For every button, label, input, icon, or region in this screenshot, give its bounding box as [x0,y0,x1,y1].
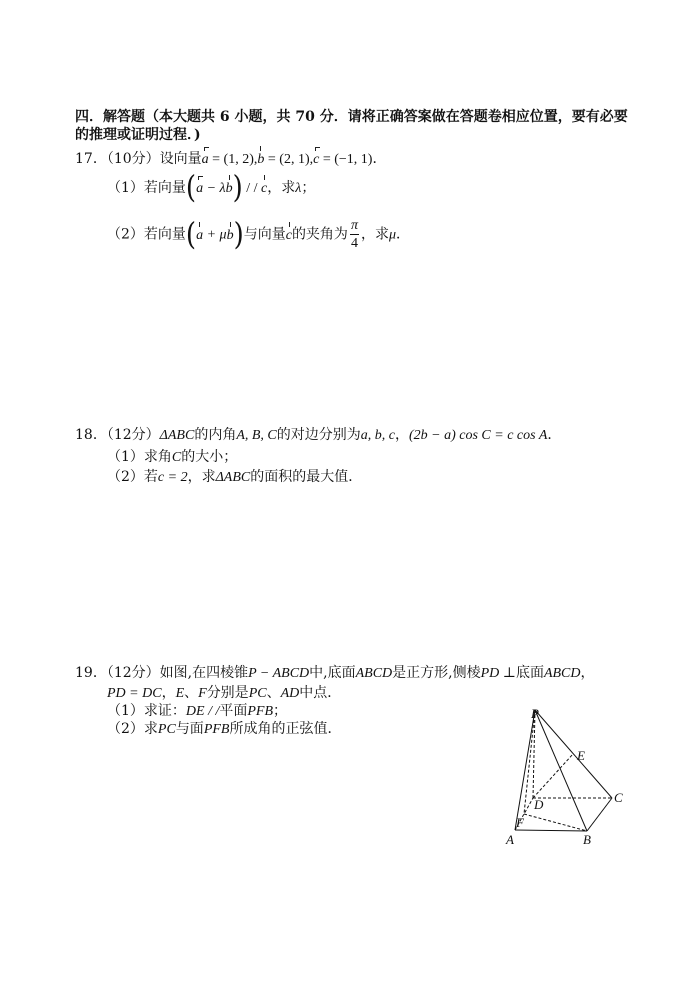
q19-stem [75,664,595,683]
q17-number: 17． [75,151,107,167]
q18-equation: (2b − a) cos C = c cos A [409,428,548,443]
q18-triangle: ΔABC [159,428,195,443]
q19-text-c: 是正方形,侧棱 [392,665,481,681]
vec-a: a [196,181,204,196]
q18-p2-text-b: ，求 [187,469,216,485]
q19-seg-ad: AD [280,686,300,701]
vec-c: c [313,152,320,167]
vec-c: c [261,181,268,196]
q19-part1 [107,702,287,721]
q17-sep-1: , [253,152,258,167]
q18-part1 [107,448,237,467]
q19-line2-eq: PD = DC [107,686,162,701]
edge-AB [515,830,587,831]
q17-end: ． [372,151,387,167]
q19-p2-plane: PFB [203,722,230,737]
q18-p2-label: （2） [107,469,144,485]
q19-p1-plane: PFB [247,704,274,719]
fraction-pi-over-4 [350,217,359,252]
paren-right: ) [233,216,244,253]
q17-p2-plus-mu: + μ [203,227,227,243]
edge-PB [535,710,587,831]
q17-intro: 设向量 [159,151,202,167]
q19-base: ABCD [355,666,393,681]
q17-a-def: = (1, 2) [208,152,254,167]
q17-part2 [107,217,410,252]
q18-number: 18． [75,427,107,443]
vec-c: c [285,227,292,243]
q19-p1-text: 求证： [143,703,186,719]
q18-p1-label: （1） [107,449,144,465]
segment-FB [524,814,587,831]
q18-stem [75,426,561,445]
section-heading-line1 [75,108,628,126]
label-A: A [506,832,514,847]
paren-left: ( [185,170,197,206]
q19-line2-text: 分别是 [206,685,249,701]
section-heading-text-1: 四．解答题（本大题共 6 小题，共 70 分．请将正确答案做在答题卷相应位置，要有必要 [75,109,628,125]
vec-b: b [225,181,233,196]
q17-p2-text-a: 若向量 [143,226,186,243]
section-heading-text-2: 的推理或证明过程．) [75,127,201,143]
q19-p2-text: 求 [143,721,158,737]
q17-p1-parallel: / / [242,181,262,196]
q19-p2-label: （2） [107,721,144,737]
q17-score: （10分） [106,151,160,167]
q19-condition [107,684,341,703]
q19-pt-f: F [198,686,207,701]
q19-score: （12分） [106,665,160,681]
q19-pyramid: P − ABCD [248,666,310,681]
q18-sides: a, b, c [360,428,395,443]
q17-c-def: = (−1, 1) [319,152,373,167]
q19-line2-sep3: 、 [266,685,281,701]
q17-p1-minus-lambda: − λ [203,181,226,196]
label-D: D [534,797,544,812]
q17-part1 [107,170,316,206]
q18-text-a: 的内角 [194,427,237,443]
q18-p1-text-b: 的大小； [181,449,238,465]
edge-BC [587,798,612,831]
frac-numerator: π [350,218,358,233]
label-F: F [516,815,524,830]
q17-b-def: = (2, 1) [264,152,310,167]
q18-part2 [107,468,362,487]
q19-text-e: ， [580,665,595,681]
label-B: B [583,832,591,847]
q17-p2-var: μ [388,227,396,243]
q19-p1-end: ； [273,703,288,719]
q17-sep-2: , [309,152,314,167]
q19-pt-e: E [175,686,185,701]
q19-base2: ABCD [543,666,581,681]
q19-p1-text-b: 平面 [219,703,248,719]
edge-PC [535,710,612,798]
q19-seg-pc: PC [248,686,267,701]
q18-p2-cond: c = 2 [157,470,188,485]
vec-a: a [196,227,204,243]
q18-p1-var: C [171,450,182,465]
q19-p2-text-b: 与面 [175,721,204,737]
vec-b: b [257,152,265,167]
q19-part2 [107,720,341,739]
frac-denominator: 4 [350,236,358,251]
q18-p2-text-c: 的面积的最大值． [250,469,363,485]
vec-b: b [226,227,234,243]
q18-text-c: ， [395,427,409,443]
q19-p1-rel: DE / / [185,704,220,719]
section-heading-line2 [75,126,201,144]
q17-stem [75,150,386,169]
q17-p2-text-b: 与向量 [243,226,286,243]
q17-p2-end: ． [395,226,410,243]
q19-p2-text-c: 所成角的正弦值． [229,721,342,737]
q19-line2-end: 中点． [299,685,342,701]
q17-p1-end: ； [301,180,316,196]
q17-p1-var: λ [295,181,302,196]
label-P: P [531,706,539,721]
q17-p2-text-d: ，求 [360,226,389,243]
q17-p1-text-b: ，求 [267,180,296,196]
q18-angles: A, B, C [236,428,277,443]
q19-text-b: 中,底面 [309,665,356,681]
q17-p1-text-a: 若向量 [143,180,186,196]
q19-p1-label: （1） [107,703,144,719]
q19-text-a: 如图,在四棱锥 [159,665,249,681]
vec-a: a [201,152,209,167]
q17-p2-label: （2） [107,226,144,243]
q17-p2-text-c: 的夹角为 [291,226,348,243]
q19-text-d: 底面 [515,665,544,681]
q19-line2-sep: ， [161,685,176,701]
label-E: E [577,748,585,763]
label-C: C [614,790,623,805]
q19-p2-seg: PC [157,722,176,737]
q18-p1-text: 求角 [143,449,172,465]
q19-edge: PD ⊥ [480,666,516,681]
q18-end: ． [547,427,562,443]
q18-p2-text: 若 [143,469,158,485]
q18-score: （12分） [106,427,160,443]
segment-DE [533,754,573,798]
q19-number: 19． [75,665,107,681]
q17-p1-label: （1） [107,180,144,196]
paren-left: ( [185,216,197,253]
q19-line2-sep2: 、 [184,685,199,701]
paren-right: ) [232,170,243,206]
q18-text-b: 的对边分别为 [276,427,361,443]
q18-p2-tri: ΔABC [215,470,251,485]
